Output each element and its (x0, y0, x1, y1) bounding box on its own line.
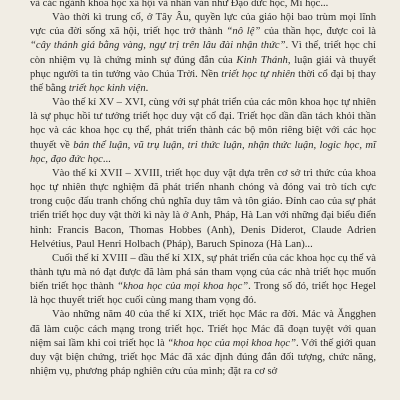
italic-text: “cây thánh giá bằng vàng, ngự trị trên lâu đài nhận thức” (30, 40, 286, 52)
text-run: . Với thế giới quan duy vật biện chứng, triết học Mác đã xác định đúng đắn đối tượng, chức năng, nhiệm vụ, phương pháp nghiên cứu của mình; đặt ra cơ sở (30, 337, 376, 378)
text-run: Vào thời kì trung cổ, ở Tây Âu, quyền lực của giáo hội bao trùm mọi lĩnh vực của đời sống xã hội, triết học trở thành (30, 12, 376, 38)
text-run: ... (102, 153, 111, 165)
text-run: của thần học, được coi là (260, 26, 376, 38)
text-run: . Trong số đó, triết học Hegel là học thuyết triết học cuối cùng mang tham vọng đó. (30, 281, 376, 307)
italic-text: triết học kinh viện (68, 82, 146, 94)
italic-text: “nô lệ” (226, 26, 261, 38)
body-text (30, 0, 376, 379)
paragraph (30, 252, 376, 309)
paragraph (30, 167, 376, 252)
paragraph (30, 0, 376, 11)
paragraph (30, 11, 376, 96)
text-run: Vào những năm 40 của thế kỉ XIX, triết học Mác ra đời. Mác và Ăngghen đã làm cuộc cách mạng trong triết học. Triết học Mác đã đoạn tuyệt với quan niệm sai lầm khi coi triết học là (30, 309, 376, 349)
text-run: thời cổ đại bị thay thế bằng (30, 68, 376, 94)
text-run: và các ngành khoa học xã hội và nhân văn như Đạo đức học, Mĩ học... (30, 0, 329, 9)
italic-text: bản thể luận, vũ trụ luận, tri thức luận, nhận thức luận, logic học, mĩ học, đạo đức học (30, 139, 376, 165)
paragraph (30, 96, 376, 167)
italic-text: “khoa học của mọi khoa học” (167, 337, 296, 349)
italic-text: “khoa học của mọi khoa học” (117, 281, 249, 293)
text-run: , luận giải và thuyết phục người ta tin tưởng vào Chúa Trời. Nền (30, 54, 376, 80)
text-run: Vào thế kỉ XVII – XVIII, triết học duy vật dựa trên cơ sở tri thức của khoa học tự nhiên thực nghiệm đã phát triển nhanh chóng và đóng vai trò tích cực trong cuộc đấu tranh chống chủ nghĩa duy tâm và tôn giáo. Đỉnh cao của sự phát triển triết học duy vật thời kì này là ở Anh, Pháp, Hà Lan với những đại biểu điển hình: Francis Bacon, Thomas Hobbes (Anh), Denis Diderot, Claude Adrien Helvétius, Paul Henri Holbach (Pháp), Baruch Spinoza (Hà Lan)... (30, 167, 376, 250)
text-run: Cuối thế kỉ XVIII – đầu thế kỉ XIX, sự phát triển của các khoa học cụ thể và thành tựu mà nó đạt được đã làm phá sản tham vọng của các nhà triết học muốn biến triết học thành (30, 252, 376, 293)
paragraph (30, 308, 376, 379)
text-run: . Vì thế, triết học chỉ còn nhiệm vụ là chứng minh sự đúng đắn của (30, 40, 376, 66)
italic-text: triết học tự nhiên (221, 68, 296, 80)
italic-text: Kinh Thánh (236, 54, 288, 66)
text-run: . (145, 82, 149, 94)
text-run: Vào thế kỉ XV – XVI, cùng với sự phát triển của các môn khoa học tự nhiên là sự phục hồi tư tưởng triết học duy vật cổ đại. Triết học dần dần tách khỏi thần học và các khoa học cụ thể, phát triển thành các bộ môn riêng biệt với các học thuyết về (30, 97, 376, 151)
